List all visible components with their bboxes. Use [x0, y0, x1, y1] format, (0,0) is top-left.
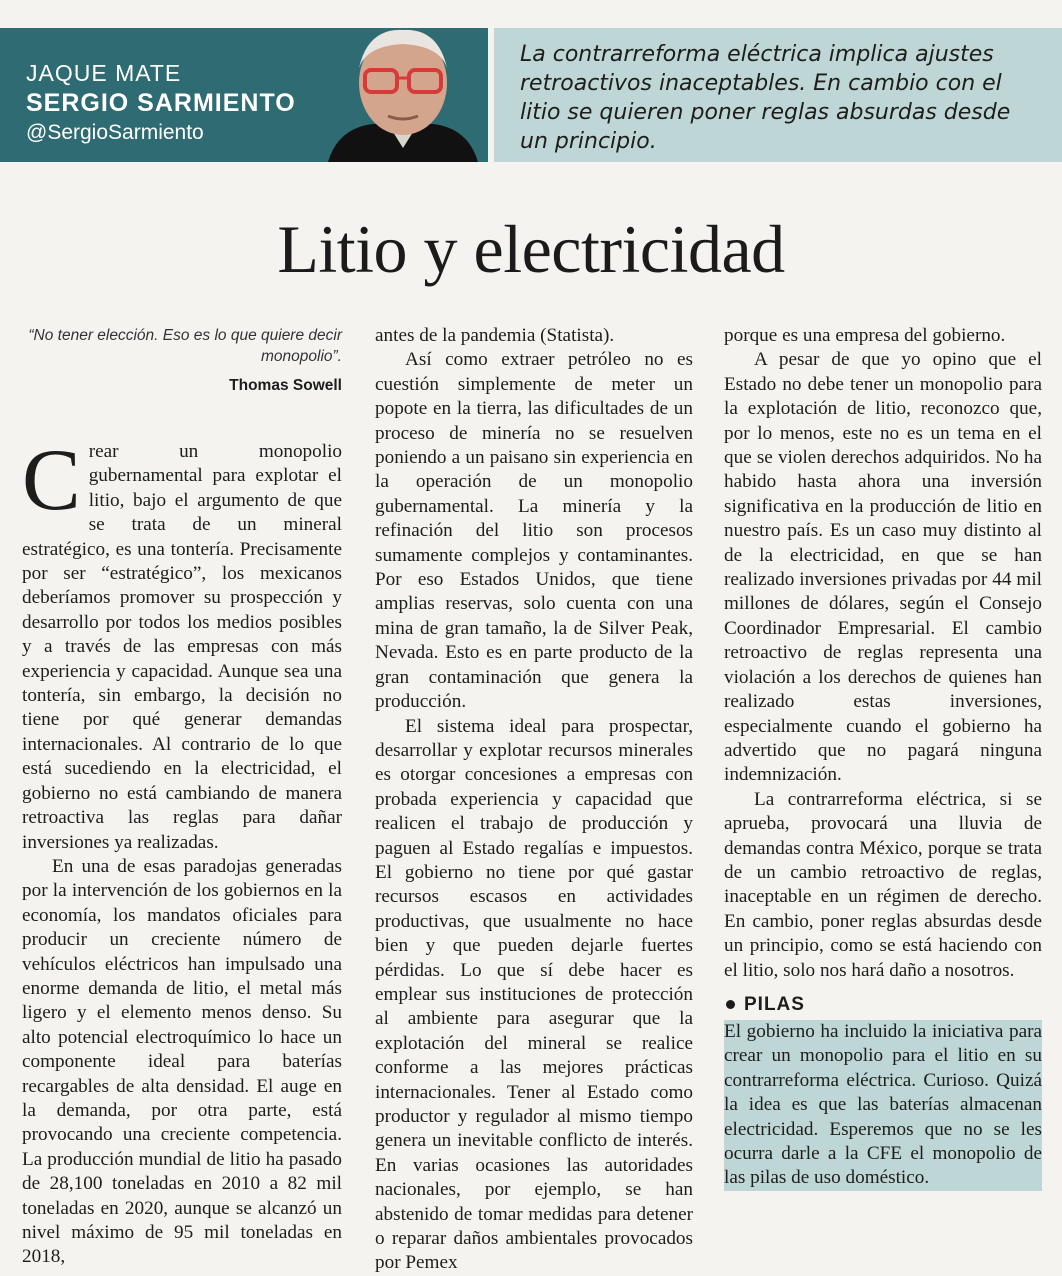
paragraph: El sistema ideal para prospectar, desarrollar y explotar recursos minerales es otorgar concesiones a empresas con probada experiencia y capacidad que realicen el trabajo de producción y paguen al Estado regalías e impuestos. El gobierno no tiene por qué gastar recursos escasos en actividades productivas, que usualmente no hace bien y que pueden dejarle fuertes pérdidas. Lo que sí debe hacer es emplear sus instituciones de protección al ambiente para asegurar que la explotación del mineral se realice conforme a las mejores prácticas internacionales. Tener al Estado como productor y regulador al mismo tiempo genera un inevitable conflicto de interés. En varias ocasiones las autoridades nacionales, por ejemplo, se han abstenido de tomar medidas para detener o reparar daños ambientales provocados por Pemex — [375, 715, 693, 1274]
drop-cap: C — [22, 432, 81, 529]
article-title: Litio y electricidad — [277, 211, 785, 287]
article-subtitle: La contrarreforma eléctrica implica ajustes retroactivos inaceptables. En cambio con el litio se quieren poner reglas absurdas desde un principio. — [520, 42, 1011, 154]
paragraph-continued: antes de la pandemia (Statista). — [375, 325, 615, 346]
author-name: SERGIO SARMIENTO — [26, 89, 296, 117]
author-banner — [0, 28, 488, 162]
paragraph-continued: porque es una empresa del gobierno. — [724, 325, 1006, 346]
pilas-box — [724, 1020, 1042, 1191]
paragraph: Así como extraer petróleo no es cuestión simplemente de meter un popote en la tierra, las dificultades de un proceso de minería no se resuelven poniendo a un paisano sin experiencia en la operación de un monopolio gubernamental. La minería y la refinación del litio son procesos sumamente complejos y contaminantes. Por eso Estados Unidos, que tiene amplias reservas, solo cuenta con una mina de gran tamaño, la de Silver Peak, Nevada. Esto es en parte producto de la gran contaminación que genera la producción. — [375, 349, 693, 713]
column-header — [0, 28, 1062, 162]
pilas-text: El gobierno ha incluido la iniciativa para crear un monopolio para el litio en su contrarreforma eléctrica. Curioso. Quizá la idea es que las baterías almacenan electricidad. Esperemos que no se les ocurra darle a la CFE el monopolio de las pilas de uso doméstico. — [724, 1021, 1042, 1189]
pilas-heading — [726, 994, 805, 1016]
paragraph: A pesar de que yo opino que el Estado no debe tener un monopolio para la explotación de litio, reconozco que, por lo menos, este no es un tema en el que se violen derechos adquiridos. No ha habido hasta ahora una inversión significativa en la producción de litio en nuestro país. Es un caso muy distinto al de la electricidad, en que se han realizado inversiones privadas por 44 mil millones de dólares, según el Consejo Coordinador Empresarial. El cambio retroactivo de reglas representa una violación a los derechos de quienes han realizado estas inversiones, especialmente cuando el gobierno ha advertido que no pagará ninguna indemnización. — [724, 349, 1042, 786]
column-name: JAQUE MATE — [26, 60, 182, 86]
epigraph — [22, 325, 342, 395]
author-photo — [318, 28, 488, 162]
article-column-2 — [375, 324, 693, 1276]
epigraph-quote: “No tener elección. Eso es lo que quiere decir monopolio”. — [28, 327, 342, 365]
bullet-icon — [726, 1000, 735, 1009]
pilas-title-text: PILAS — [744, 994, 805, 1015]
article-column-3 — [724, 324, 1042, 983]
author-handle: @SergioSarmiento — [26, 121, 204, 144]
author-info — [26, 58, 296, 148]
paragraph: La contrarreforma eléctrica, si se aprueba, provocará una lluvia de demandas contra México, porque se trata de un cambio retroactivo de reglas, inaceptable en un régimen de derecho. En cambio, poner reglas absurdas desde un principio, como se está haciendo con el litio, solo nos hará daño a nosotros. — [724, 788, 1042, 981]
epigraph-author: Thomas Sowell — [229, 377, 342, 394]
article-column-1 — [22, 432, 342, 1270]
paragraph-text: rear un monopolio gubernamental para explotar el litio, bajo el argumento de que se trata de un mineral estratégico, es una tontería. Precisamente por ser “estratégico”, los mexicanos deberíamos promover su prospección y desarrollo por todos los medios posibles y a través de las empresas con más experiencia y capacidad. Aunque sea una tontería, sin embargo, la decisión no tiene por qué generar demandas internacionales. Al contrario de lo que está sucediendo en la electricidad, el gobierno no está cambiando de manera retroactiva las reglas para dañar inversiones ya realizadas. — [22, 441, 342, 853]
subtitle-box — [494, 28, 1062, 162]
paragraph: En una de esas paradojas generadas por la intervención de los gobiernos en la economía, los mandatos oficiales para producir un creciente número de vehículos eléctricos han impulsado una enorme demanda de litio, el metal más ligero y el elemento menos denso. Su alto potencial electroquímico lo hace un componente ideal para baterías recargables de alta densidad. El auge en la demanda, por otra parte, está provocando una creciente competencia. La producción mundial de litio ha pasado de 28,100 toneladas en 2010 a 82 mil toneladas en 2020, aunque se alcanzó un nivel máximo de 95 mil toneladas en 2018, — [22, 855, 342, 1268]
paragraph — [22, 432, 342, 855]
